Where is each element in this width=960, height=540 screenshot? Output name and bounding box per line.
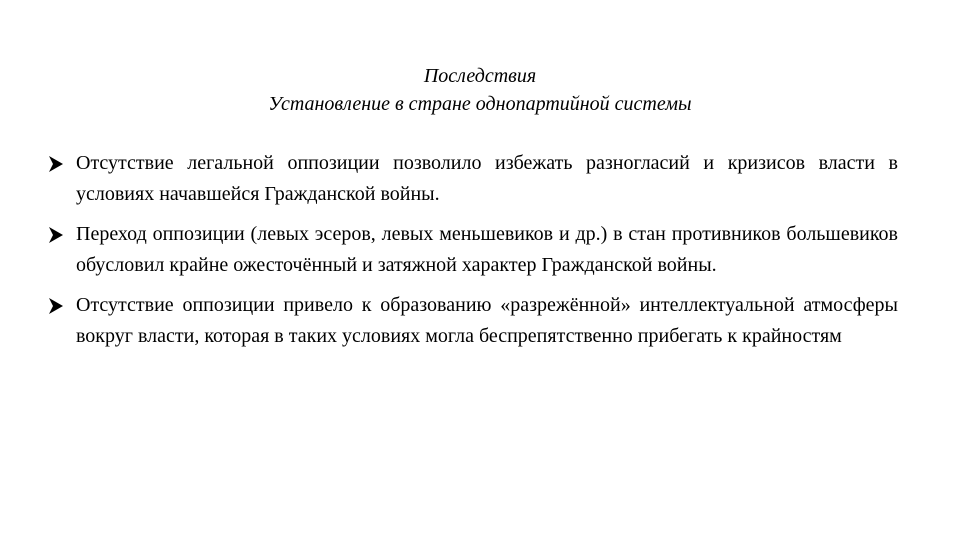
bullet-text: Переход оппозиции (левых эсеров, левых меньшевиков и др.) в стан противников большевиков обусловил крайне ожесточённый и затяжной характер Гражданской войны. <box>76 223 898 276</box>
arrowhead-bullet-icon <box>48 219 70 250</box>
arrowhead-bullet-icon <box>48 290 70 321</box>
bullet-list <box>48 148 898 352</box>
title-line-1: Последствия <box>423 65 537 87</box>
bullet-text: Отсутствие легальной оппозиции позволило избежать разногласий и кризисов власти в условиях начавшейся Гражданской войны. <box>76 152 898 205</box>
bullet-item <box>48 219 898 281</box>
bullet-text: Отсутствие оппозиции привело к образованию «разрежённой» интеллектуальной атмосферы вокруг власти, которая в таких условиях могла беспрепятственно прибегать к крайностям <box>76 294 898 347</box>
bullet-item <box>48 290 898 352</box>
bullet-item <box>48 148 898 210</box>
slide-title <box>200 62 760 118</box>
arrowhead-bullet-icon <box>48 148 70 179</box>
title-line-2: Установление в стране однопартийной системы <box>268 93 692 115</box>
